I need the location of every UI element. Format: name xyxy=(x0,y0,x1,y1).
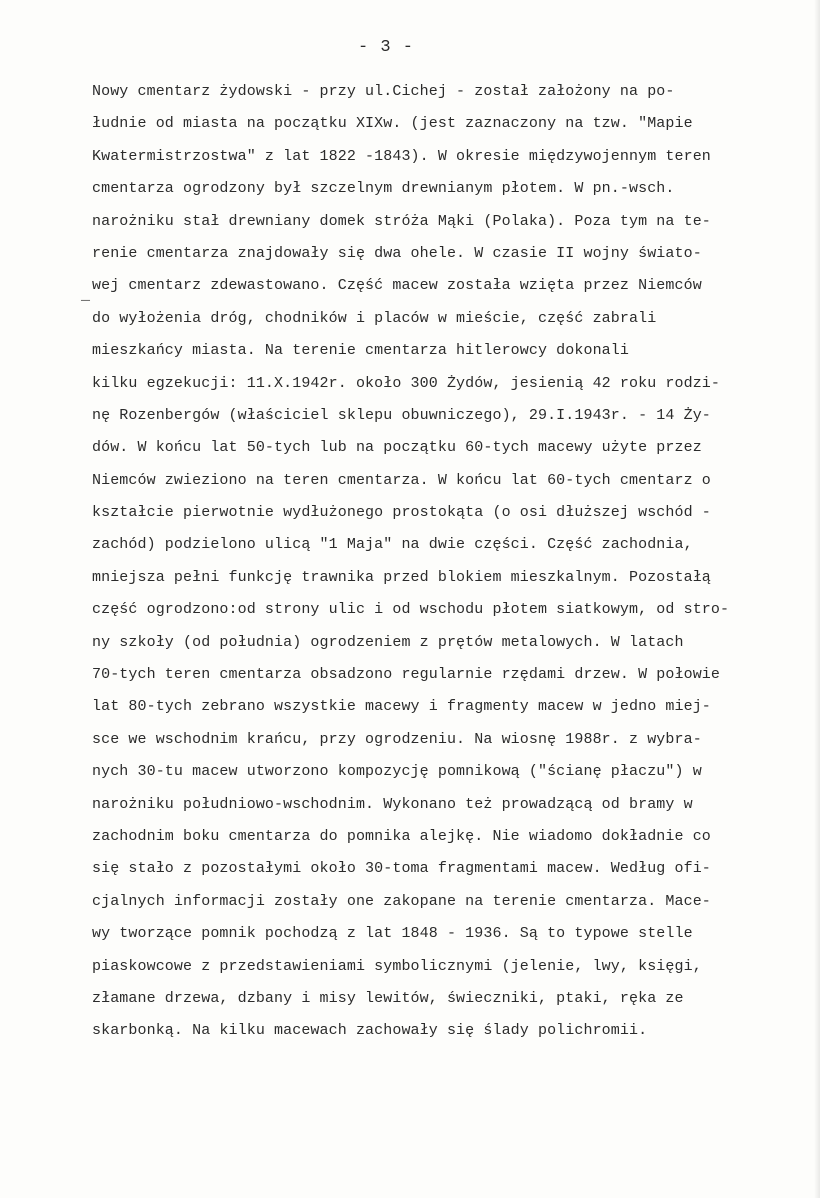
text-line: narożniku południowo-wschodnim. Wykonano też prowadzącą od bramy w xyxy=(92,795,693,813)
page-edge-shadow xyxy=(814,0,820,1198)
text-line: łudnie od miasta na początku XIXw. (jest zaznaczony na tzw. "Mapie xyxy=(92,115,693,133)
text-line: zachód) podzielono ulicą "1 Maja" na dwie części. Część zachodnia, xyxy=(92,536,693,554)
text-line: wej cmentarz zdewastowano. Część macew została wzięta przez Niemców xyxy=(92,277,702,295)
text-line: nych 30-tu macew utworzono kompozycję pomnikową ("ścianę płaczu") w xyxy=(92,763,702,781)
text-line: cjalnych informacji zostały one zakopane na terenie cmentarza. Mace- xyxy=(92,892,711,910)
body-text xyxy=(92,76,792,1048)
text-line: wy tworzące pomnik pochodzą z lat 1848 - 1936. Są to typowe stelle xyxy=(92,925,693,943)
text-line: się stało z pozostałymi około 30-toma fragmentami macew. Według ofi- xyxy=(92,860,711,878)
margin-mark: _ xyxy=(81,287,91,304)
text-line: Kwatermistrzostwa" z lat 1822 -1843). W okresie międzywojennym teren xyxy=(92,147,711,165)
text-line: 70-tych teren cmentarza obsadzono regularnie rzędami drzew. W połowie xyxy=(92,666,721,684)
text-line: mieszkańcy miasta. Na terenie cmentarza hitlerowcy dokonali xyxy=(92,342,629,360)
text-line: sce we wschodnim krańcu, przy ogrodzeniu. Na wiosnę 1988r. z wybra- xyxy=(92,730,702,748)
text-line: mniejsza pełni funkcję trawnika przed blokiem mieszkalnym. Pozostałą xyxy=(92,568,711,586)
text-line: część ogrodzono:od strony ulic i od wschodu płotem siatkowym, od stro- xyxy=(92,601,730,619)
text-line: złamane drzewa, dzbany i misy lewitów, świeczniki, ptaki, ręka ze xyxy=(92,989,684,1007)
text-line: skarbonką. Na kilku macewach zachowały się ślady polichromii. xyxy=(92,1022,648,1040)
text-line: Nowy cmentarz żydowski - przy ul.Cichej - został założony na po- xyxy=(92,83,675,100)
text-line: nę Rozenbergów (właściciel sklepu obuwniczego), 29.I.1943r. - 14 Ży- xyxy=(92,406,711,424)
text-line: dów. W końcu lat 50-tych lub na początku 60-tych macewy użyte przez xyxy=(92,439,702,457)
page-number: - 3 - xyxy=(358,38,415,57)
text-line: lat 80-tych zebrano wszystkie macewy i fragmenty macew w jedno miej- xyxy=(92,698,711,716)
text-line: ny szkoły (od południa) ogrodzeniem z prętów metalowych. W latach xyxy=(92,633,684,651)
text-line: cmentarza ogrodzony był szczelnym drewnianym płotem. W pn.-wsch. xyxy=(92,180,675,198)
text-line: narożniku stał drewniany domek stróża Mąki (Polaka). Poza tym na te- xyxy=(92,212,711,230)
text-line: kształcie pierwotnie wydłużonego prostokąta (o osi dłuższej wschód - xyxy=(92,504,711,522)
text-line: do wyłożenia dróg, chodników i placów w mieście, część zabrali xyxy=(92,309,657,327)
text-line: Niemców zwieziono na teren cmentarza. W końcu lat 60-tych cmentarz o xyxy=(92,471,711,489)
text-line: kilku egzekucji: 11.X.1942r. około 300 Żydów, jesienią 42 roku rodzi- xyxy=(92,374,721,392)
text-line: zachodnim boku cmentarza do pomnika alejkę. Nie wiadomo dokładnie co xyxy=(92,827,711,845)
text-line: renie cmentarza znajdowały się dwa ohele. W czasie II wojny świato- xyxy=(92,244,702,262)
text-line: piaskowcowe z przedstawieniami symbolicznymi (jelenie, lwy, księgi, xyxy=(92,957,702,975)
